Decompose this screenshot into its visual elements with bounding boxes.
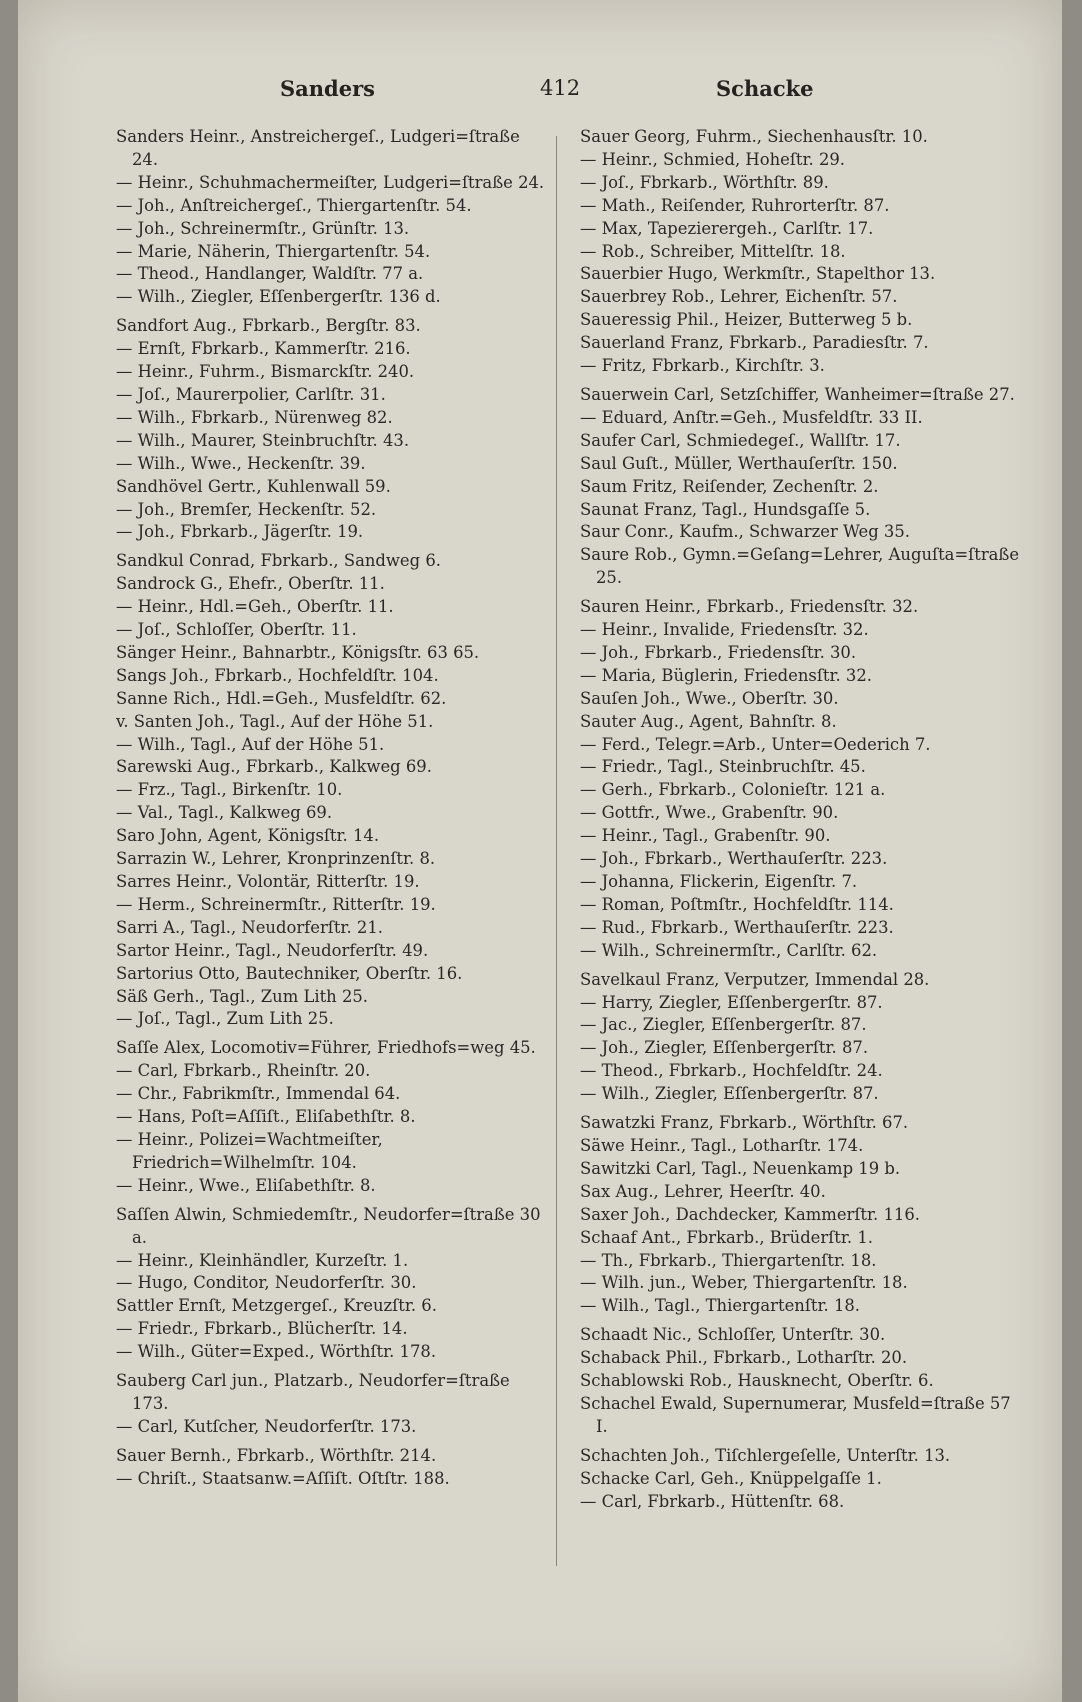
column-divider <box>556 136 557 1566</box>
directory-entry: Saul Guſt., Müller, Werthauſerſtr. 150. <box>580 453 898 473</box>
directory-entry: — Heinr., Hdl.=Geh., Oberſtr. 11. <box>116 597 394 617</box>
directory-entry: Sarewski Aug., Fbrkarb., Kalkweg 69. <box>116 757 432 777</box>
directory-entry: Saxer Joh., Dachdecker, Kammerſtr. 116. <box>580 1204 920 1224</box>
directory-entry: — Wilh., Tagl., Auf der Höhe 51. <box>116 734 385 754</box>
directory-entry: Sandhövel Gertr., Kuhlenwall 59. <box>116 476 391 496</box>
directory-entry: v. Santen Joh., Tagl., Auf der Höhe 51. <box>116 711 434 731</box>
directory-entry: — Jac., Ziegler, Eſſenbergerſtr. 87. <box>580 1015 867 1035</box>
directory-entry: — Harry, Ziegler, Eſſenbergerſtr. 87. <box>580 992 883 1012</box>
directory-entry: — Marie, Näherin, Thiergartenſtr. 54. <box>116 241 431 261</box>
directory-entry: Sauſen Joh., Wwe., Oberſtr. 30. <box>580 688 839 708</box>
page-number: 412 <box>540 76 581 100</box>
directory-entry: — Theod., Fbrkarb., Hochfeldſtr. 24. <box>580 1061 883 1081</box>
directory-entry: — Math., Reiſender, Ruhrorterſtr. 87. <box>580 195 890 215</box>
directory-entry: — Friedr., Fbrkarb., Blücherſtr. 14. <box>116 1319 408 1339</box>
directory-entry: — Frz., Tagl., Birkenſtr. 10. <box>116 780 343 800</box>
directory-entry: — Herm., Schreinermſtr., Ritterſtr. 19. <box>116 894 436 914</box>
directory-entry: — Carl, Fbrkarb., Hüttenſtr. 68. <box>580 1491 845 1511</box>
directory-entry: Sartorius Otto, Bautechniker, Oberſtr. 16. <box>116 963 463 983</box>
directory-entry: — Heinr., Schuhmachermeiſter, Ludgeri=ſtraße 24. <box>116 172 545 192</box>
directory-entry: — Gottfr., Wwe., Grabenſtr. 90. <box>580 803 839 823</box>
directory-entry: — Joh., Fbrkarb., Friedensſtr. 30. <box>580 642 857 662</box>
directory-entry: — Friedr., Tagl., Steinbruchſtr. 45. <box>580 757 866 777</box>
directory-entry: — Joh., Schreinermſtr., Grünſtr. 13. <box>116 218 410 238</box>
directory-entry: — Val., Tagl., Kalkweg 69. <box>116 803 333 823</box>
directory-entry: — Heinr., Invalide, Friedensſtr. 32. <box>580 620 869 640</box>
directory-entry: Sandrock G., Ehefr., Oberſtr. 11. <box>116 574 385 594</box>
directory-entry: Schacke Carl, Geh., Knüppelgaſſe 1. <box>580 1468 882 1488</box>
directory-entry: Saueressig Phil., Heizer, Butterweg 5 b. <box>580 310 913 330</box>
directory-entry: Sarri A., Tagl., Neudorferſtr. 21. <box>116 917 383 937</box>
directory-entry: — Joh., Anſtreichergeſ., Thiergartenſtr. 54. <box>116 195 472 215</box>
directory-entry: Sauren Heinr., Fbrkarb., Friedensſtr. 32. <box>580 597 919 617</box>
directory-entry: — Wilh., Ziegler, Eſſenbergerſtr. 136 d. <box>116 287 441 307</box>
directory-entry: Sangs Joh., Fbrkarb., Hochfeldſtr. 104. <box>116 665 439 685</box>
directory-entry: — Th., Fbrkarb., Thiergartenſtr. 18. <box>580 1250 877 1270</box>
directory-entry: — Carl, Kutſcher, Neudorferſtr. 173. <box>116 1416 417 1436</box>
directory-entry: Sawatzki Franz, Fbrkarb., Wörthſtr. 67. <box>580 1113 909 1133</box>
directory-entry: Saro John, Agent, Königsſtr. 14. <box>116 826 380 846</box>
directory-entry: — Wilh., Wwe., Heckenſtr. 39. <box>116 453 366 473</box>
directory-entry: — Hans, Poſt=Aſſiſt., Eliſabethſtr. 8. <box>116 1107 416 1127</box>
directory-entry: — Joh., Fbrkarb., Werthauſerſtr. 223. <box>580 849 888 869</box>
directory-entry: — Wilh. jun., Weber, Thiergartenſtr. 18. <box>580 1273 908 1293</box>
directory-entry: Sax Aug., Lehrer, Heerſtr. 40. <box>580 1181 826 1201</box>
directory-entry: — Hugo, Conditor, Neudorferſtr. 30. <box>116 1273 417 1293</box>
directory-entry: Sandfort Aug., Fbrkarb., Bergſtr. 83. <box>116 316 421 336</box>
header-left-word: Sanders <box>280 76 375 101</box>
directory-page <box>18 0 1062 1702</box>
page-header <box>18 76 1062 106</box>
directory-entry: — Johanna, Flickerin, Eigenſtr. 7. <box>580 872 858 891</box>
directory-entry: Säwe Heinr., Tagl., Lotharſtr. 174. <box>580 1135 864 1155</box>
directory-entry: Sauerland Franz, Fbrkarb., Paradiesſtr. 7. <box>580 333 929 353</box>
directory-entry: — Wilh., Tagl., Thiergartenſtr. 18. <box>580 1296 861 1316</box>
directory-entry: — Wilh., Fbrkarb., Nürenweg 82. <box>116 407 393 427</box>
directory-entry: Sauerwein Carl, Setzſchiffer, Wanheimer=ſtraße 27. <box>580 384 1015 404</box>
directory-entry: Sanders Heinr., Anstreichergeſ., Ludgeri=ſtraße 24. <box>116 127 520 169</box>
directory-entry: — Maria, Büglerin, Friedensſtr. 32. <box>580 665 872 685</box>
directory-entry: — Rud., Fbrkarb., Werthauſerſtr. 223. <box>580 917 894 937</box>
directory-entry: — Joh., Ziegler, Eſſenbergerſtr. 87. <box>580 1038 869 1058</box>
directory-entry: Sauter Aug., Agent, Bahnſtr. 8. <box>580 711 837 731</box>
directory-entry: Saum Fritz, Reiſender, Zechenſtr. 2. <box>580 476 879 496</box>
directory-entry: Sarrazin W., Lehrer, Kronprinzenſtr. 8. <box>116 849 436 869</box>
directory-entry: Säß Gerh., Tagl., Zum Lith 25. <box>116 986 369 1006</box>
directory-entry: — Heinr., Tagl., Grabenſtr. 90. <box>580 826 831 846</box>
directory-entry: Sauer Bernh., Fbrkarb., Wörthſtr. 214. <box>116 1445 437 1465</box>
directory-entry: Schablowski Rob., Hausknecht, Oberſtr. 6. <box>580 1371 934 1391</box>
directory-entry: — Heinr., Kleinhändler, Kurzeſtr. 1. <box>116 1250 409 1270</box>
directory-entry: — Roman, Poſtmſtr., Hochfeldſtr. 114. <box>580 894 894 914</box>
directory-entry: — Heinr., Fuhrm., Bismarckſtr. 240. <box>116 362 415 382</box>
directory-entry: Saur Conr., Kaufm., Schwarzer Weg 35. <box>580 522 911 542</box>
header-right-word: Schacke <box>716 76 814 101</box>
directory-entry: — Ferd., Telegr.=Arb., Unter=Oederich 7. <box>580 734 931 754</box>
directory-entry: Sarres Heinr., Volontär, Ritterſtr. 19. <box>116 872 420 891</box>
directory-entry: Sanne Rich., Hdl.=Geh., Musfeldſtr. 62. <box>116 688 447 708</box>
directory-entry: — Heinr., Wwe., Eliſabethſtr. 8. <box>116 1175 376 1195</box>
directory-entry: — Joſ., Fbrkarb., Wörthſtr. 89. <box>580 172 829 192</box>
directory-entry: Sauer Georg, Fuhrm., Siechenhausſtr. 10. <box>580 127 928 146</box>
directory-entry: — Joſ., Tagl., Zum Lith 25. <box>116 1009 334 1029</box>
directory-entry: — Wilh., Maurer, Steinbruchſtr. 43. <box>116 430 410 450</box>
left-column <box>116 126 551 1491</box>
directory-entry: — Chriſt., Staatsanw.=Aſſiſt. Oſtſtr. 188. <box>116 1468 450 1488</box>
directory-entry: — Wilh., Schreinermſtr., Carlſtr. 62. <box>580 940 878 960</box>
directory-entry: Sawitzki Carl, Tagl., Neuenkamp 19 b. <box>580 1158 901 1178</box>
directory-entry: Sauerbrey Rob., Lehrer, Eichenſtr. 57. <box>580 287 898 307</box>
directory-entry: Saure Rob., Gymn.=Geſang=Lehrer, Auguſta=ſtraße 25. <box>580 545 1020 588</box>
directory-entry: Sauerbier Hugo, Werkmſtr., Stapelthor 13. <box>580 264 936 284</box>
directory-entry: Schaback Phil., Fbrkarb., Lotharſtr. 20. <box>580 1348 908 1368</box>
directory-entry: Saunat Franz, Tagl., Hundsgaſſe 5. <box>580 499 871 519</box>
directory-entry: — Joh., Fbrkarb., Jägerſtr. 19. <box>116 522 364 542</box>
directory-entry: Saufer Carl, Schmiedegeſ., Wallſtr. 17. <box>580 430 901 450</box>
directory-entry: — Ernſt, Fbrkarb., Kammerſtr. 216. <box>116 339 411 359</box>
directory-entry: Schachten Joh., Tiſchlergeſelle, Unterſtr. 13. <box>580 1445 951 1465</box>
directory-entry: — Wilh., Güter=Exped., Wörthſtr. 178. <box>116 1342 437 1362</box>
directory-entry: — Eduard, Anſtr.=Geh., Musfeldſtr. 33 II. <box>580 407 923 427</box>
directory-entry: — Max, Tapezierergeh., Carlſtr. 17. <box>580 218 874 238</box>
directory-entry: Schaaf Ant., Fbrkarb., Brüderſtr. 1. <box>580 1227 873 1247</box>
directory-entry: — Fritz, Fbrkarb., Kirchſtr. 3. <box>580 356 825 376</box>
directory-entry: — Joſ., Maurerpolier, Carlſtr. 31. <box>116 384 386 404</box>
right-column <box>580 126 1020 1513</box>
directory-entry: Savelkaul Franz, Verputzer, Immendal 28. <box>580 969 930 989</box>
directory-entry: Schachel Ewald, Supernumerar, Musfeld=ſtraße 57 I. <box>580 1393 1011 1436</box>
directory-entry: — Wilh., Ziegler, Eſſenbergerſtr. 87. <box>580 1084 879 1104</box>
directory-entry: — Carl, Fbrkarb., Rheinſtr. 20. <box>116 1061 371 1081</box>
directory-entry: — Heinr., Polizei=Wachtmeiſter, Friedrich=Wilhelmſtr. 104. <box>116 1129 383 1172</box>
directory-entry: — Theod., Handlanger, Waldſtr. 77 a. <box>116 264 424 284</box>
directory-entry: — Gerh., Fbrkarb., Colonieſtr. 121 a. <box>580 780 886 800</box>
directory-entry: Sattler Ernſt, Metzgergeſ., Kreuzſtr. 6. <box>116 1296 437 1316</box>
directory-entry: Sauberg Carl jun., Platzarb., Neudorfer=ſtraße 173. <box>116 1371 510 1413</box>
directory-entry: — Chr., Fabrikmſtr., Immendal 64. <box>116 1084 401 1104</box>
directory-entry: Schaadt Nic., Schloſſer, Unterſtr. 30. <box>580 1325 886 1345</box>
directory-entry: — Heinr., Schmied, Hoheſtr. 29. <box>580 149 846 169</box>
directory-entry: — Rob., Schreiber, Mittelſtr. 18. <box>580 241 846 261</box>
directory-entry: Sandkul Conrad, Fbrkarb., Sandweg 6. <box>116 551 441 571</box>
directory-entry: — Joſ., Schloſſer, Oberſtr. 11. <box>116 620 357 640</box>
directory-entry: Sänger Heinr., Bahnarbtr., Königsſtr. 63 65. <box>116 642 480 662</box>
directory-entry: Saſſen Alwin, Schmiedemſtr., Neudorfer=ſtraße 30 a. <box>116 1204 541 1247</box>
directory-entry: Saſſe Alex, Locomotiv=Führer, Friedhofs=weg 45. <box>116 1038 536 1058</box>
directory-entry: Sartor Heinr., Tagl., Neudorferſtr. 49. <box>116 940 429 960</box>
directory-entry: — Joh., Bremſer, Heckenſtr. 52. <box>116 499 377 519</box>
